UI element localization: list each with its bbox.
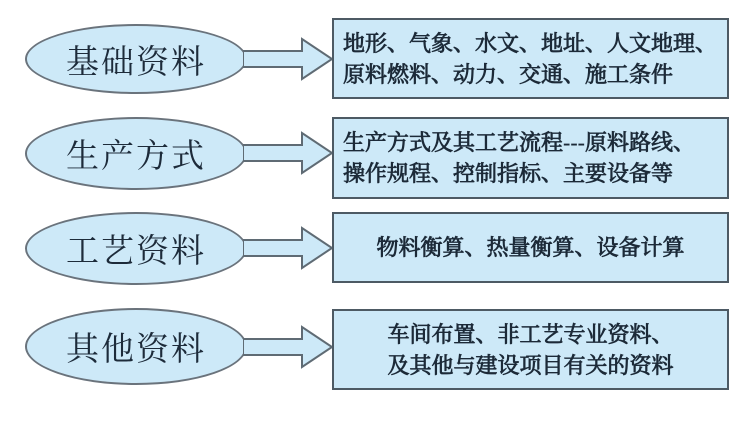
right-block-arrow-icon [243, 225, 334, 271]
right-block-arrow-icon [243, 130, 334, 176]
box-text-line: 原料燃料、动力、交通、施工条件 [343, 61, 674, 87]
ellipse-label: 基础资料 [66, 44, 206, 81]
ellipse-process-data [25, 212, 247, 285]
box-text-line: 地形、气象、水文、地址、人文地理、 [343, 30, 718, 56]
box-text-line: 及其他与建设项目有关的资料 [387, 352, 674, 378]
ellipse-basic-data [25, 24, 247, 94]
box-text-line: 操作规程、控制指标、主要设备等 [343, 161, 674, 186]
detail-box-basic-data [332, 18, 729, 99]
right-block-arrow-icon [243, 36, 334, 82]
ellipse-production-method [25, 117, 247, 190]
detail-box-process-data [332, 212, 729, 283]
ellipse-label: 生产方式 [66, 139, 206, 175]
detail-box-other-data [332, 309, 729, 390]
detail-box-production-method [332, 117, 729, 199]
ellipse-label: 其他资料 [66, 332, 206, 368]
box-text-line: 生产方式及其工艺流程---原料路线、 [343, 130, 695, 155]
ellipse-label: 工艺资料 [66, 234, 206, 270]
ellipse-other-data [25, 308, 247, 385]
box-text-line: 物料衡算、热量衡算、设备计算 [376, 235, 685, 260]
right-block-arrow-icon [243, 324, 334, 370]
box-text-line: 车间布置、非工艺专业资料、 [387, 321, 674, 347]
